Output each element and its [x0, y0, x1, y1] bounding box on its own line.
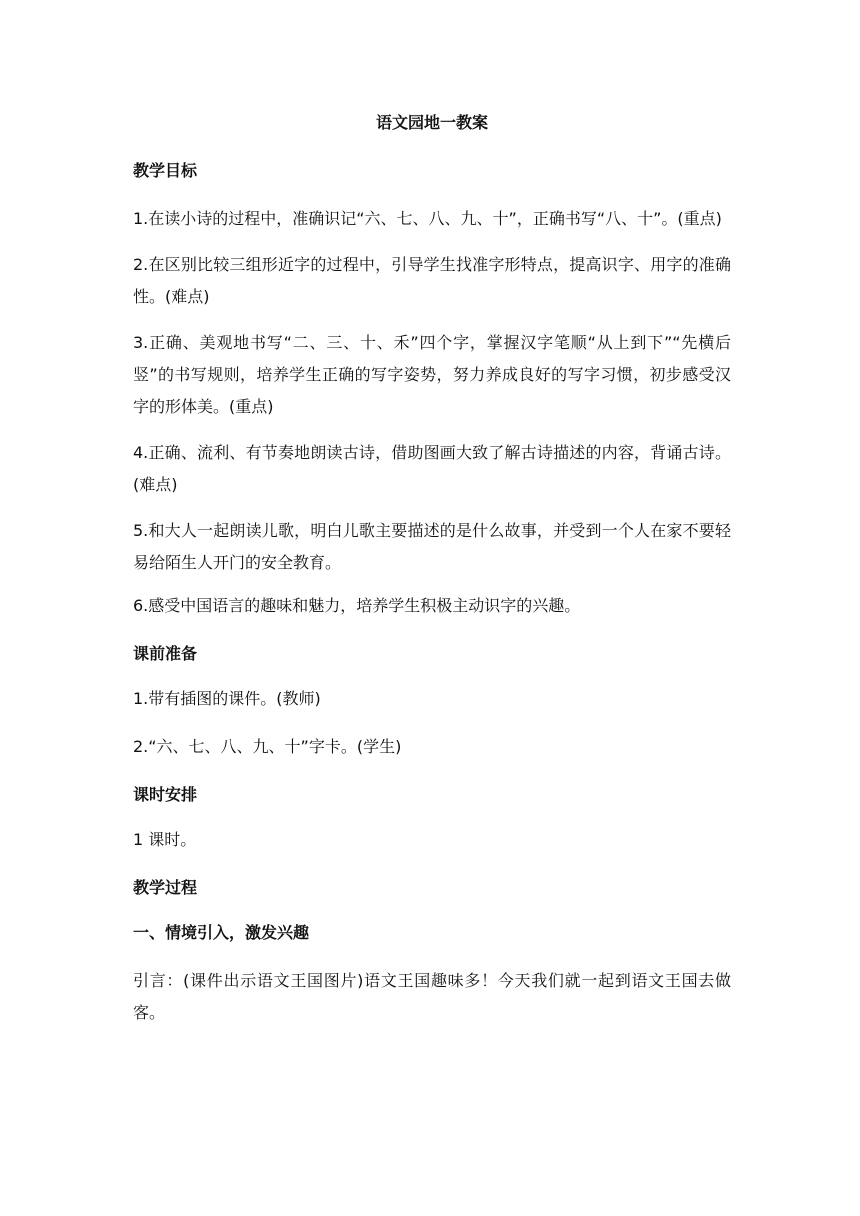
goal-item-5: 5.和大人一起朗读儿歌，明白儿歌主要描述的是什么故事，并受到一个人在家不要轻易给陌生人开门的安全教育。 — [133, 521, 731, 572]
prep-item-2: 2.“六、七、八、九、十”字卡。(学生) — [133, 737, 402, 756]
goal-item-3: 3.正确、美观地书写“二、三、十、禾”四个字，掌握汉字笔顺“从上到下”“先横后竖”的书写规则，培养学生正确的写字姿势，努力养成良好的写字习惯，初步感受汉字的形体美。(重点) — [133, 333, 731, 416]
process-subheading: 一、情境引入，激发兴趣 — [133, 923, 310, 942]
goal-item-6: 6.感受中国语言的趣味和魅力，培养学生积极主动识字的兴趣。 — [133, 596, 581, 615]
prep-item-1: 1.带有插图的课件。(教师) — [133, 689, 321, 708]
process-text: 引言：(课件出示语文王国图片)语文王国趣味多！今天我们就一起到语文王国去做客。 — [133, 971, 731, 1022]
goal-item-2: 2.在区别比较三组形近字的过程中，引导学生找准字形特点，提高识字、用字的准确性。(难点) — [133, 255, 731, 306]
schedule-text: 1 课时。 — [133, 830, 197, 849]
section-heading-schedule: 课时安排 — [133, 785, 198, 804]
goal-item-1: 1.在读小诗的过程中，准确识记“六、七、八、九、十”，正确书写“八、十”。(重点) — [133, 209, 722, 228]
document-page — [133, 110, 731, 1043]
section-heading-prep: 课前准备 — [133, 644, 198, 663]
section-heading-process: 教学过程 — [133, 878, 198, 897]
goal-item-4: 4.正确、流利、有节奏地朗读古诗，借助图画大致了解古诗描述的内容，背诵古诗。(难点) — [133, 443, 731, 494]
section-heading-goals: 教学目标 — [133, 161, 198, 180]
document-title: 语文园地一教案 — [375, 113, 488, 132]
